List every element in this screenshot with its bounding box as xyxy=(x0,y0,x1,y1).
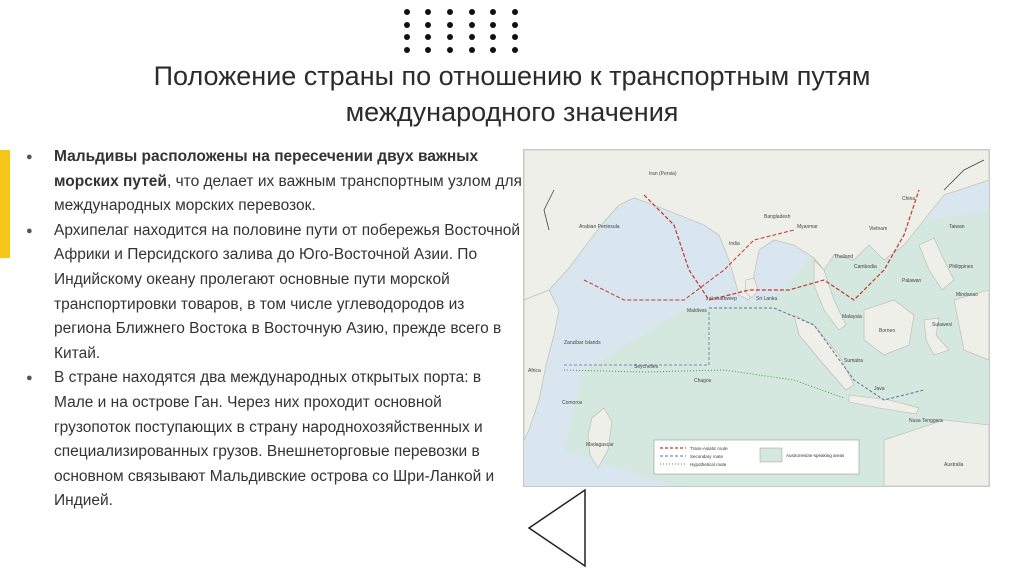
label-nusa-tenggara: Nusa Tenggara xyxy=(909,418,943,424)
bullet-3-text: В стране находятся два международных открытых порта: в Мале и на острове Ган. Через них проходит основной грузопоток поступающих в страну народнохозяйственных и специализированных грузов. Внешнеторговые перевозки в основном связывают Мальдивские острова со Шри-Ланкой и Индией. xyxy=(54,369,495,510)
legend-trans-asiatic-label: Trans-Asiatic route xyxy=(690,446,728,451)
label-madagascar: Madagascar xyxy=(586,442,614,448)
bullet-item-3 xyxy=(22,366,522,514)
label-iran: Iran (Persia) xyxy=(649,171,677,177)
label-sumatra: Sumatra xyxy=(844,358,863,364)
label-africa: Africa xyxy=(528,368,541,374)
bullet-item-2 xyxy=(22,219,522,367)
legend-austronesian-swatch xyxy=(760,448,782,462)
bullet-1-text: , что делает их важным транспортным узлом для международных морских перевозок. xyxy=(54,172,522,215)
decorative-triangle-outline xyxy=(527,488,587,568)
bullet-list xyxy=(22,145,522,514)
label-lakshadweep: Lakshadweep xyxy=(706,296,737,302)
decorative-dot-grid xyxy=(396,6,526,56)
slide-title xyxy=(0,58,1024,130)
label-mindanao: Mindanao xyxy=(956,292,978,298)
map-legend xyxy=(654,440,859,474)
label-philippines: Philippines xyxy=(949,264,974,270)
bullet-1-bold: Мальдивы расположены на пересечении двух важных морских путей xyxy=(54,148,479,190)
label-bangladesh: Bangladesh xyxy=(764,214,791,220)
label-chagos: Chagos xyxy=(694,378,712,384)
label-sulawesi: Sulawesi xyxy=(932,322,953,328)
label-cambodia: Cambodia xyxy=(854,264,877,270)
label-maldives: Maldives xyxy=(687,308,707,314)
legend-hypothetical-label: Hypothetical route xyxy=(690,462,727,467)
legend-austronesian-label: Austronesian-speaking areas xyxy=(786,453,845,458)
label-palawan: Palawan xyxy=(902,278,922,284)
label-borneo: Borneo xyxy=(879,328,896,334)
label-sri-lanka: Sri Lanka xyxy=(756,296,778,302)
label-vietnam: Vietnam xyxy=(869,226,888,232)
label-comoros: Comoros xyxy=(562,400,583,406)
accent-bar xyxy=(0,150,10,258)
slide-title-line-2: международного значения xyxy=(345,97,679,127)
label-taiwan: Taiwan xyxy=(949,224,965,230)
label-malaysia: Malaysia xyxy=(842,314,862,320)
slide-title-line-1: Положение страны по отношению к транспортным путям xyxy=(153,61,871,91)
label-zanzibar: Zanzibar Islands xyxy=(564,340,601,346)
label-arabian-peninsula: Arabian Peninsula xyxy=(579,224,620,230)
bullet-2-text: Архипелаг находится на половине пути от побережья Восточной Африки и Персидского залива до Юго-Восточной Азии. По Индийскому океану пролегают основные пути морской транспортировки товаров, в том числе углеводородов из региона Ближнего Востока в Восточную Азию, прежде всего в Китай. xyxy=(54,221,521,362)
map-canvas xyxy=(524,150,989,486)
bullet-item-1 xyxy=(22,145,522,219)
shipping-routes-map xyxy=(523,149,990,487)
label-thailand: Thailand xyxy=(834,254,854,260)
legend-secondary-label: Secondary route xyxy=(690,454,724,459)
label-india: India xyxy=(729,241,740,247)
label-china: China xyxy=(902,196,916,202)
label-myanmar: Myanmar xyxy=(797,224,818,230)
label-australia: Australia xyxy=(944,462,964,468)
label-java: Java xyxy=(874,386,885,392)
label-seychelles: Seychelles xyxy=(634,364,659,370)
